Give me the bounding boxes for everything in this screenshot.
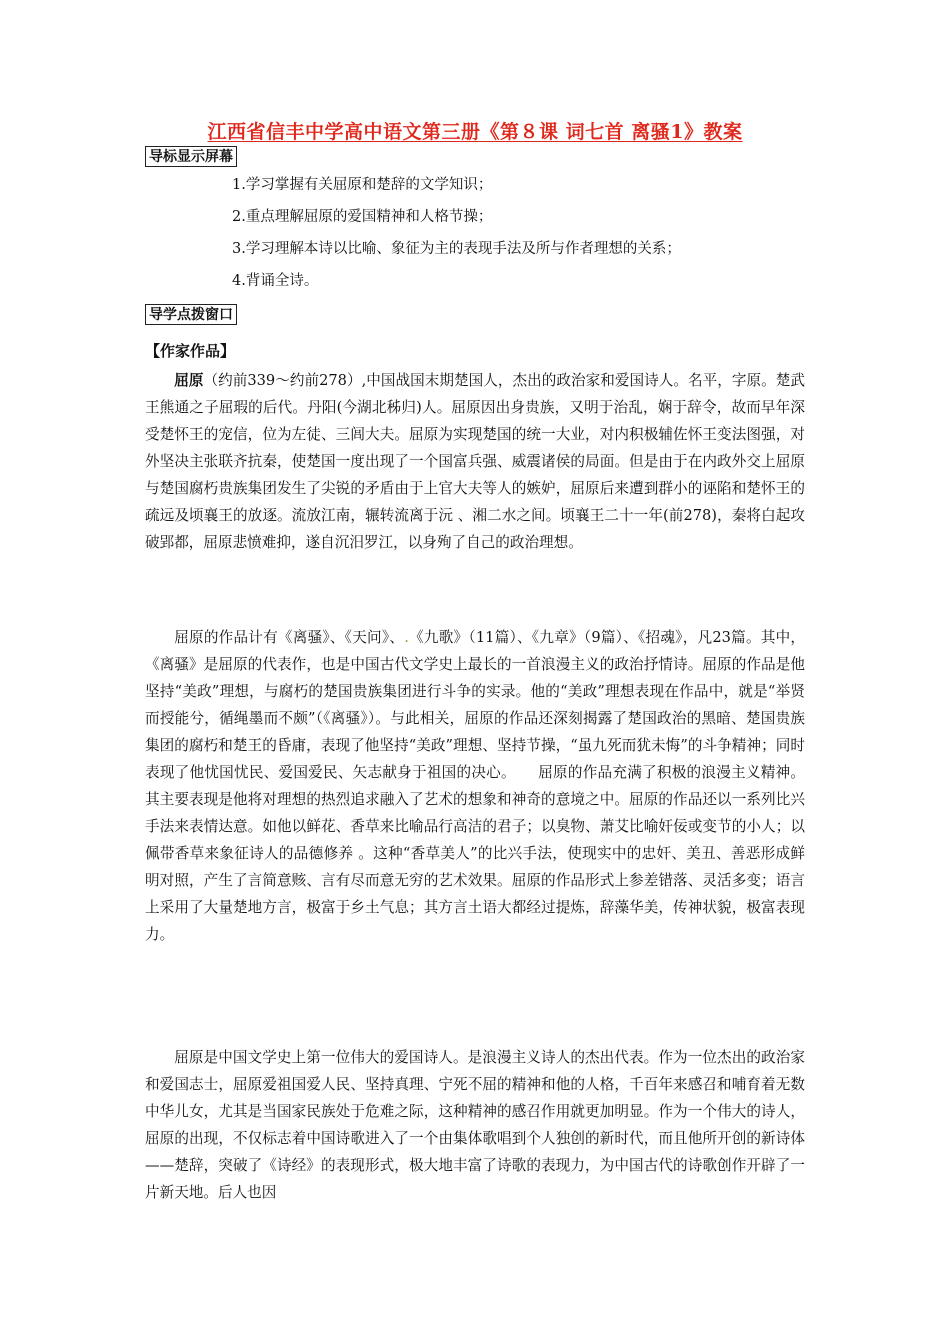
learning-goals-list	[232, 174, 681, 302]
goal-item: 2.重点理解屈原的爱国精神和人格节操；	[232, 209, 493, 225]
paragraph-text: 《九歌》（11篇）、《九章》（9篇）、《招魂》，凡23篇。其中，《离骚》是屈原的代表作，也是中国古代文学史上最长的一首浪漫主义的政治抒情诗。屈原的作品是他坚持“美政”理想，与腐朽的楚国贵族集团进行斗争的实录。他的“美政”理想表现在作品中，就是“举贤而授能兮，循绳墨而不颇”（《离骚》）。与此相关，屈原的作品还深刻揭露了楚国政治的黑暗、楚国贵族集团的腐朽和楚王的昏庸，表现了他坚持“美政”理想、坚持节操，“虽九死而犹未悔”的斗争精神；同时表现了他忧国忧民、爱国爱民、矢志献身于祖国的决心。 屈原的作品充满了积极的浪漫主义精神。其主要表现是他将对理想的热烈追求融入了艺术的想象和神奇的意境之中。屈原的作品还以一系列比兴手法来表情达意。如他以鲜花、香草来比喻品行高洁的君子；以臭物、萧艾比喻奸佞或变节的小人；以佩带香草来象征诗人的品德修养 。这种“香草美人”的比兴手法，使现实中的忠奸、美丑、善恶形成鲜明对照，产生了言简意赅、言有尽而意无穷的艺术效果。屈原的作品形式上参差错落、灵活多变；语言上采用了大量楚地方言，极富于乡土气息；其方言土语大都经过提炼，辞藻华美，传神状貌，极富表现力。	[145, 629, 806, 943]
document-title: 江西省信丰中学高中语文第三册《第８课 词七首 离骚1》教案	[207, 121, 743, 143]
stray-dot: .	[404, 629, 409, 646]
paragraph-works	[145, 624, 805, 948]
goal-item: 3.学习理解本诗以比喻、象征为主的表现手法及所与作者理想的关系；	[232, 241, 681, 257]
paragraph-significance: 屈原是中国文学史上第一位伟大的爱国诗人。是浪漫主义诗人的杰出代表。作为一位杰出的政治家和爱国志士，屈原爱祖国爱人民、坚持真理、宁死不屈的精神和他的人格，千百年来感召和哺育着无数中华儿女，尤其是当国家民族处于危难之际，这种精神的感召作用就更加明显。作为一个伟大的诗人，屈原的出现，不仅标志着中国诗歌进入了一个由集体歌唱到个人独创的新时代，而且他所开创的新诗体——楚辞，突破了《诗经》的表现形式，极大地丰富了诗歌的表现力，为中国古代的诗歌创作开辟了一片新天地。后人也因	[145, 1049, 805, 1201]
section-label-guide-window: 导学点拨窗口	[145, 304, 237, 325]
subsection-heading: 【作家作品】	[145, 342, 236, 360]
goal-item: 1.学习掌握有关屈原和楚辞的文学知识；	[232, 177, 493, 193]
goal-item: 4.背诵全诗。	[232, 273, 319, 289]
paragraph-text: 屈原的作品计有《离骚》、《天问》、	[174, 629, 405, 646]
paragraph-lead-name: 屈原	[174, 372, 204, 389]
paragraph-author-bio	[145, 367, 805, 556]
paragraph-text: （约前339～约前278）,中国战国末期楚国人，杰出的政治家和爱国诗人。名平，字原。楚武王熊通之子屈瑕的后代。丹阳(今湖北秭归)人。屈原因出身贵族，又明于治乱，娴于辞令，故而早年深受楚怀王的宠信，位为左徒、三闾大夫。屈原为实现楚国的统一大业，对内积极辅佐怀王变法图强，对外坚决主张联齐抗秦，使楚国一度出现了一个国富兵强、威震诸侯的局面。但是由于在内政外交上屈原与楚国腐朽贵族集团发生了尖锐的矛盾由于上官大夫等人的嫉妒，屈原后来遭到群小的诬陷和楚怀王的疏远及顷襄王的放逐。流放江南，辗转流离于沅 、湘二水之间。顷襄王二十一年(前278)，秦将白起攻破郢都，屈原悲愤难抑，遂自沉汨罗江，以身殉了自己的政治理想。	[145, 372, 805, 551]
section-label-guide-screen: 导标显示屏幕	[145, 146, 237, 167]
